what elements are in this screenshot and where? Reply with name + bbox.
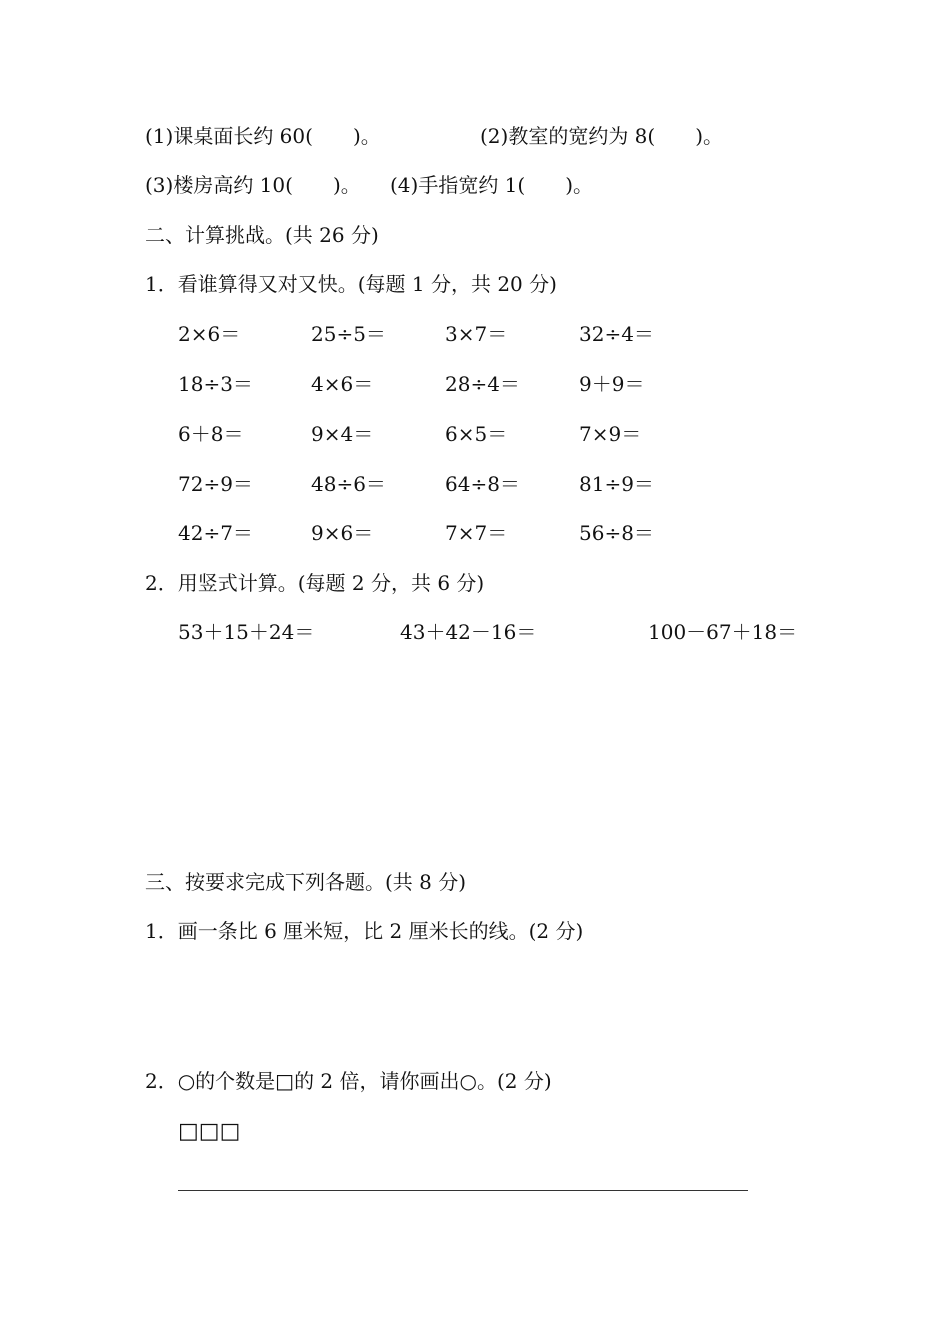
calc-item: 72÷9＝: [178, 472, 253, 496]
calc-item: 56÷8＝: [579, 521, 654, 545]
fill-blank-2: (2)教室的宽约为 8( )。: [480, 124, 724, 148]
calc-item: 6＋8＝: [178, 422, 244, 446]
calc-item: 7×9＝: [579, 422, 642, 446]
fill-blank-4: (4)手指宽约 1( )。: [390, 173, 594, 197]
calc-item: 9×6＝: [311, 521, 374, 545]
calc-item: 25÷5＝: [311, 322, 386, 346]
section-3-title: 三、按要求完成下列各题。(共 8 分): [145, 870, 467, 894]
square-shapes: □□□: [178, 1119, 241, 1144]
calc-item: 18÷3＝: [178, 372, 253, 396]
calc-item: 42÷7＝: [178, 521, 253, 545]
question-3-1-title: 1．画一条比 6 厘米短，比 2 厘米长的线。(2 分): [145, 919, 584, 943]
calc-item: 6×5＝: [445, 422, 508, 446]
calc-item: 9＋9＝: [579, 372, 645, 396]
calc-item: 3×7＝: [445, 322, 508, 346]
vertical-calc-3: 100－67＋18＝: [648, 620, 798, 644]
calc-item: 4×6＝: [311, 372, 374, 396]
section-2-title: 二、计算挑战。(共 26 分): [145, 223, 379, 247]
question-2-1-title: 1．看谁算得又对又快。(每题 1 分，共 20 分): [145, 272, 557, 296]
calc-item: 64÷8＝: [445, 472, 520, 496]
calc-item: 81÷9＝: [579, 472, 654, 496]
question-2-2-title: 2．用竖式计算。(每题 2 分，共 6 分): [145, 571, 485, 595]
calc-item: 7×7＝: [445, 521, 508, 545]
vertical-calc-1: 53＋15＋24＝: [178, 620, 315, 644]
answer-line[interactable]: [178, 1190, 748, 1191]
calc-item: 32÷4＝: [579, 322, 654, 346]
calc-item: 9×4＝: [311, 422, 374, 446]
vertical-calc-2: 43＋42－16＝: [400, 620, 537, 644]
question-3-2-title: 2．○的个数是□的 2 倍，请你画出○。(2 分): [145, 1069, 552, 1093]
calc-item: 48÷6＝: [311, 472, 386, 496]
calc-item: 2×6＝: [178, 322, 241, 346]
calc-item: 28÷4＝: [445, 372, 520, 396]
fill-blank-3: (3)楼房高约 10( )。: [145, 173, 361, 197]
fill-blank-1: (1)课桌面长约 60( )。: [145, 124, 381, 148]
